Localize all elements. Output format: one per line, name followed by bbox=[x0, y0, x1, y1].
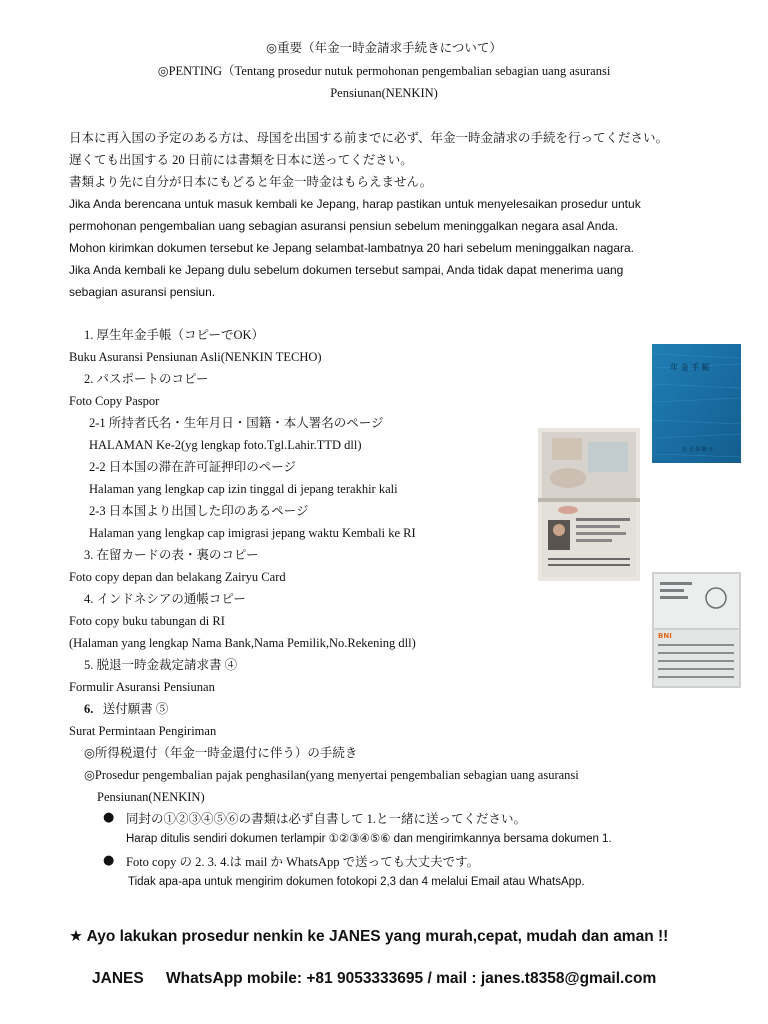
intro-id-5: sebagian asuransi pensiun. bbox=[69, 285, 216, 299]
item-6-id: Surat Permintaan Pengiriman bbox=[69, 724, 217, 738]
item-6-jp bbox=[84, 701, 168, 717]
bullet-2-jp: Foto copy の 2. 3. 4.は mail か WhatsApp で送っても大丈夫です。 bbox=[126, 855, 480, 869]
item-2-3-id: Halaman yang lengkap cap imigrasi jepang waktu Kembali ke RI bbox=[89, 526, 416, 540]
tax-id-1: ◎Prosedur pengembalian pajak penghasilan(yang menyertai pengembalian sebagian uang asuransi bbox=[84, 768, 579, 782]
footer-slogan: ★ Ayo lakukan prosedur nenkin ke JANES yang murah,cepat, mudah dan aman !! bbox=[69, 928, 669, 945]
bank-book-image bbox=[652, 572, 741, 688]
intro-id-4: Jika Anda kembali ke Jepang dulu sebelum dokumen tersebut sampai, Anda tidak dapat menerima uang bbox=[69, 263, 624, 277]
item-3-jp: 3. 在留カードの表・裏のコピー bbox=[84, 548, 259, 562]
footer-company: JANES bbox=[92, 970, 144, 987]
tax-id-2: Pensiunan(NENKIN) bbox=[97, 790, 205, 804]
item-2-1-jp: 2-1 所持者氏名・生年月日・国籍・本人署名のページ bbox=[89, 416, 384, 430]
item-2-jp: 2. パスポートのコピー bbox=[84, 372, 209, 386]
item-5-id: Formulir Asuransi Pensiunan bbox=[69, 680, 215, 694]
intro-id-1: Jika Anda berencana untuk masuk kembali ke Jepang, harap pastikan untuk menyelesaikan prosedur untuk bbox=[69, 197, 641, 211]
intro-jp-2: 遅くても出国する 20 日前には書類を日本に送ってください。 bbox=[69, 153, 413, 167]
title-id-2: Pensiunan(NENKIN) bbox=[330, 86, 438, 100]
item-2-1-id: HALAMAN Ke-2(yg lengkap foto.Tgl.Lahir.TTD dll) bbox=[89, 438, 362, 452]
book-cover-subtitle: 社 会 保 険 庁 bbox=[682, 447, 714, 453]
item-4-jp: 4. インドネシアの通帳コピー bbox=[84, 592, 246, 606]
item-2-id: Foto Copy Paspor bbox=[69, 394, 160, 408]
intro-id-2: permohonan pengembalian uang sebagian asuransi pensiun sebelum meninggalkan negara asal Anda. bbox=[69, 219, 619, 233]
bank-logo: BNI bbox=[658, 632, 672, 640]
nenkin-book-image bbox=[652, 344, 741, 463]
footer-contact: WhatsApp mobile: +81 9053333695 / mail : janes.t8358@gmail.com bbox=[166, 970, 657, 987]
book-cover-title: 年 金 手 帳 bbox=[670, 363, 710, 372]
item-3-id: Foto copy depan dan belakang Zairyu Card bbox=[69, 570, 286, 584]
title-jp: ◎重要（年金一時金請求手続きについて） bbox=[266, 41, 502, 55]
intro-id-3: Mohon kirimkan dokumen tersebut ke Jepang selambat-lambatnya 20 hari sebelum meninggalkan nagara. bbox=[69, 241, 634, 255]
title-id: ◎PENTING（Tentang prosedur nutuk permohonan pengembalian sebagian uang asuransi bbox=[157, 64, 611, 78]
bullet-2-dot: ● bbox=[103, 853, 115, 868]
intro-jp-3: 書類より先に自分が日本にもどると年金一時金はもらえません。 bbox=[69, 175, 433, 189]
item-5-jp: 5. 脱退一時金裁定請求書 ④ bbox=[84, 658, 238, 672]
tax-jp: ◎所得税還付（年金一時金還付に伴う）の手続き bbox=[84, 746, 358, 760]
item-2-3-jp: 2-3 日本国より出国した印のあるページ bbox=[89, 504, 309, 518]
item-4-note: (Halaman yang lengkap Nama Bank,Nama Pemilik,No.Rekening dll) bbox=[69, 636, 416, 650]
item-6-label: 送付願書 ⑤ bbox=[102, 702, 169, 716]
item-2-2-id: Halaman yang lengkap cap izin tinggal di jepang terakhir kali bbox=[89, 482, 398, 496]
item-1-id: Buku Asuransi Pensiunan Asli(NENKIN TECHO) bbox=[69, 350, 322, 364]
bullet-1-jp: 同封の①②③④⑤⑥の書類は必ず自書して 1.と一緒に送ってください。 bbox=[126, 812, 527, 826]
item-1-jp: 1. 厚生年金手帳（コピーでOK） bbox=[84, 328, 265, 342]
bullet-2-id: Tidak apa-apa untuk mengirim dokumen fotokopi 2,3 dan 4 melalui Email atau WhatsApp. bbox=[128, 876, 585, 888]
intro-jp-1: 日本に再入国の予定のある方は、母国を出国する前までに必ず、年金一時金請求の手続を行ってください。 bbox=[69, 131, 669, 145]
bullet-1-dot: ● bbox=[103, 810, 115, 825]
item-6-number: 6. bbox=[84, 702, 94, 716]
bullet-1-id: Harap ditulis sendiri dokumen terlampir ①②③④⑤⑥ dan mengirimkannya bersama dokumen 1. bbox=[126, 833, 612, 845]
item-4-id: Foto copy buku tabungan di RI bbox=[69, 614, 225, 628]
passport-image bbox=[538, 428, 640, 581]
item-2-2-jp: 2-2 日本国の滞在許可証押印のページ bbox=[89, 460, 297, 474]
